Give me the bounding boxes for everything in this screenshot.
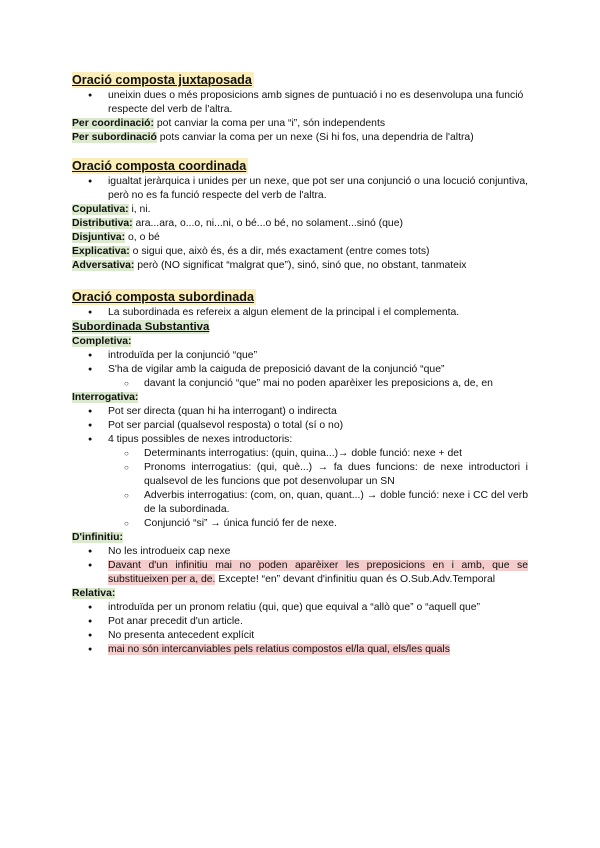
section-title-juxtaposada: Oració composta juxtaposada: [72, 73, 252, 87]
section-coordinada: [72, 158, 528, 273]
list-item: [72, 89, 528, 117]
sub-bullet-text: Adverbis interrogatius: (com, on, quan, quant...) → doble funció: nexe i CC del verb de la subordinada.: [144, 490, 528, 515]
sub-bullet-text: Pronoms interrogatius: (qui, què...) → fa dues funcions: de nexe introductori i qualsevol de les funcions que pot desenvolupar un SN: [144, 462, 528, 487]
sub-bullet-text: Determinants interrogatius: (quin, quina...)→ doble funció: nexe + det: [144, 448, 462, 459]
list-item: [72, 175, 528, 203]
term-label-completiva: Completiva:: [72, 336, 132, 347]
term-label: Adversativa:: [72, 260, 135, 271]
list-item: [72, 629, 528, 643]
definition-row: [72, 203, 528, 217]
list-item: [72, 419, 528, 433]
term-text: ara...ara, o...o, ni...ni, o bé...o bé, no solament...sinó (que): [132, 218, 403, 229]
list-item: [72, 559, 528, 587]
list-item: [72, 433, 528, 447]
term-label: Disjuntiva:: [72, 232, 126, 243]
bullet-text: S'ha de vigilar amb la caiguda de preposició davant de la conjunció “que”: [108, 364, 445, 375]
term-text: i, ni.: [128, 204, 151, 215]
term-label: Per coordinació:: [72, 118, 154, 129]
bullet-text: introduïda per un pronom relatiu (qui, que) que equival a “allò que” o “aquell que”: [108, 602, 480, 613]
bullet-text: Pot ser directa (quan hi ha interrogant) o indirecta: [108, 406, 337, 417]
list-item: [72, 405, 528, 419]
section-juxtaposada: [72, 72, 528, 145]
bullet-text: 4 tipus possibles de nexes introductoris:: [108, 434, 293, 445]
term-text: o sigui que, això és, és a dir, més exactament (entre comes tots): [129, 246, 430, 257]
term-text: o, o bé: [125, 232, 160, 243]
section-title-coordinada: Oració composta coordinada: [72, 159, 247, 173]
subsection-title: Subordinada Substantiva: [72, 321, 210, 333]
bullet-text: igualtat jeràrquica i unides per un nexe, que pot ser una conjunció o una locució conjuntiva, però no es fa funció respecte del verb de l'altra.: [108, 176, 528, 201]
sub-bullet-text: davant la conjunció “que” mai no poden aparèixer les preposicions a, de, en: [144, 378, 493, 389]
term-text: pots canviar la coma per un nexe (Si hi fos, una dependria de l'altra): [156, 132, 474, 143]
list-item: [72, 615, 528, 629]
sub-bullet-text: Conjunció “si” → única funció fer de nexe.: [144, 518, 337, 529]
bullet-text: No presenta antecedent explícit: [108, 630, 255, 641]
definition-row: [72, 117, 528, 131]
term-text: pot canviar la coma per una “i”, són independents: [154, 118, 386, 129]
term-label: Per subordinació: [72, 132, 157, 143]
bullet-text: Pot ser parcial (qualsevol resposta) o total (sí o no): [108, 420, 344, 431]
definition-row: [72, 131, 528, 145]
sub-list-item: [72, 517, 528, 531]
list-item: [72, 643, 528, 657]
list-item: [72, 363, 528, 377]
definition-row: [72, 245, 528, 259]
bullet-text: uneixin dues o més proposicions amb signes de puntuació i no es desenvolupa una funció respecte del verb de l'altra.: [108, 90, 524, 115]
list-item: [72, 306, 528, 320]
term-label-interrogativa: Interrogativa:: [72, 392, 139, 403]
term-label-relativa: Relativa:: [72, 588, 116, 599]
list-item: [72, 349, 528, 363]
list-item: [72, 601, 528, 615]
bullet-text: introduïda per la conjunció “que”: [108, 350, 258, 361]
term-label: Distributiva:: [72, 218, 133, 229]
definition-row: [72, 231, 528, 245]
bullet-text: La subordinada es refereix a algun element de la principal i el complementa.: [108, 307, 460, 318]
term-label: Copulativa:: [72, 204, 129, 215]
list-item: [72, 545, 528, 559]
term-text: però (NO significat “malgrat que”), sinó, sinó que, no obstant, tanmateix: [134, 260, 467, 271]
sub-list-item: [72, 447, 528, 461]
sub-list-item: [72, 377, 528, 391]
section-title-subordinada: Oració composta subordinada: [72, 290, 254, 304]
bullet-text: No les introdueix cap nexe: [108, 546, 231, 557]
sub-list-item: [72, 461, 528, 489]
term-label-infinitiu: D'infinitiu:: [72, 532, 123, 543]
highlighted-text: Davant d'un infinitiu mai no poden aparèixer les preposicions en i amb, que se substitueixen per a, de.: [108, 560, 528, 585]
definition-row: [72, 259, 528, 273]
sub-list-item: [72, 489, 528, 517]
bullet-text: Pot anar precedit d'un article.: [108, 616, 243, 627]
term-label: Explicativa:: [72, 246, 130, 257]
section-subordinada: [72, 289, 528, 657]
highlighted-text: mai no són intercanviables pels relatius compostos el/la qual, els/les quals: [108, 644, 450, 655]
definition-row: [72, 217, 528, 231]
bullet-text: Excepte! “en” devant d'infinitiu quan és O.Sub.Adv.Temporal: [215, 574, 496, 585]
